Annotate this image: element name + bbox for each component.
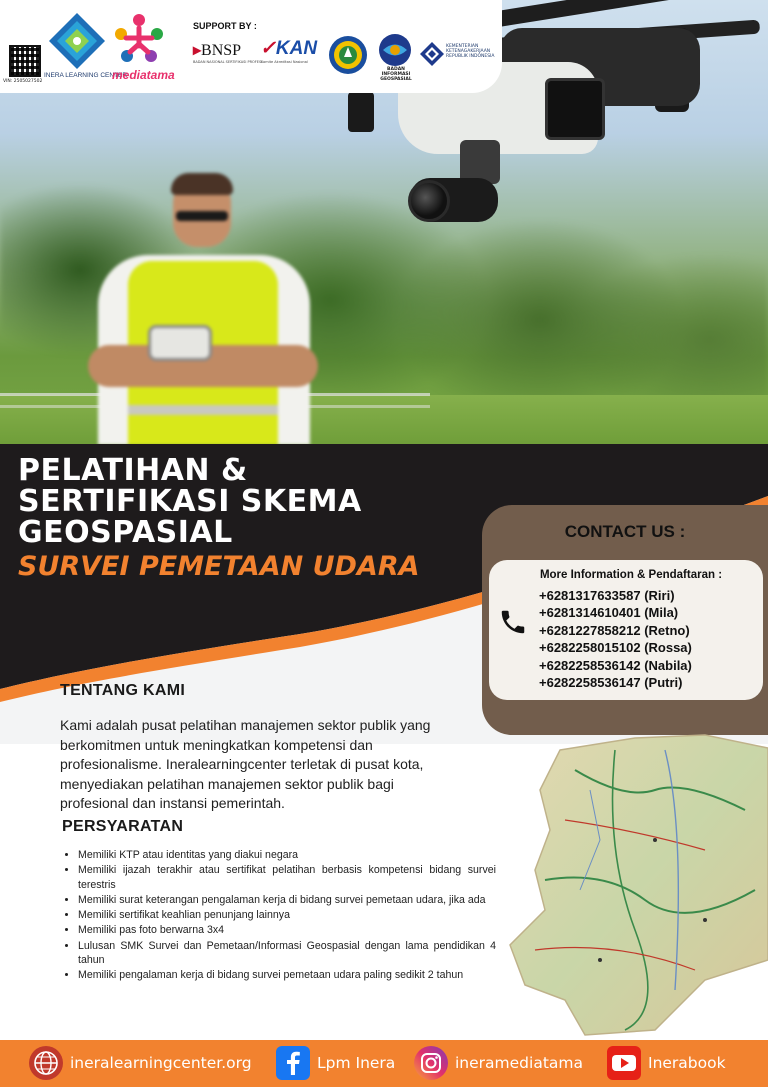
map-image	[505, 730, 768, 1040]
website-label: ineralearningcenter.org	[70, 1054, 252, 1072]
requirement-item: • Memiliki KTP atau identitas yang diakui negara	[78, 848, 496, 862]
bnsp-text: BNSP	[201, 42, 242, 59]
instagram-icon	[413, 1045, 449, 1081]
bnsp-caption: BADAN NASIONAL SERTIFIKASI PROFESI	[193, 60, 263, 64]
phone-number[interactable]: +6282258536147 (Putri)	[539, 675, 683, 691]
phone-number[interactable]: +6281317633587 (Riri)	[539, 588, 675, 603]
drone-operator	[88, 175, 318, 445]
title-line-1: PELATIHAN &	[18, 453, 248, 488]
phone-number[interactable]: +6281227858212 (Retno)	[539, 622, 690, 638]
page-subtitle: SURVEI PEMETAAN UDARA	[18, 551, 420, 582]
requirement-item: • Memiliki pengalaman kerja di bidang survei pemetaan udara paling sedikit 2 tahun	[78, 968, 496, 982]
kemnaker-caption: KEMENTERIAN KETENAGAKERJAAN REPUBLIK INDONESIA	[446, 44, 495, 60]
mediatama-caption: mediatama	[112, 68, 175, 82]
government-emblem	[328, 35, 368, 75]
kan-logo: ✓KAN	[260, 38, 318, 59]
footer-instagram[interactable]	[413, 1044, 583, 1082]
about-text: Kami adalah pusat pelatihan manajemen sektor publik yang berkomitmen untuk meningkatkan kompetensi dan profesionalisme. Ineralearningcenter terletak di pusat kota, menyediakan pelatihan manajemen sektor publik bagi profesional dan instansi pemerintah.	[60, 717, 431, 812]
kemnaker-logo	[420, 42, 444, 66]
footer-youtube[interactable]	[606, 1044, 726, 1082]
inera-logo	[48, 12, 106, 70]
kan-caption: Komite Akreditasi Nasional	[261, 60, 308, 64]
footer-facebook[interactable]	[275, 1044, 395, 1082]
facebook-icon	[275, 1045, 311, 1081]
qr-caption: VIN: 2505027502	[3, 79, 43, 84]
kan-text: KAN	[275, 38, 318, 59]
youtube-label: Inerabook	[648, 1054, 726, 1072]
big-caption: BADAN INFORMASI GEOSPASIAL	[380, 67, 412, 82]
inera-caption: INERA LEARNING CENTER	[44, 72, 128, 79]
instagram-label: ineramediatama	[455, 1054, 583, 1072]
youtube-icon	[606, 1045, 642, 1081]
phone-list	[539, 587, 692, 691]
title-line-2: SERTIFIKASI SKEMA	[18, 484, 362, 519]
about-title: TENTANG KAMI	[60, 682, 186, 699]
globe-icon	[28, 1045, 64, 1081]
page-title	[18, 455, 478, 548]
requirement-item: • Memiliki pas foto berwarna 3x4	[78, 923, 496, 937]
contact-title: CONTACT US :	[564, 522, 686, 541]
requirement-item: • Lulusan SMK Survei dan Pemetaan/Informasi Geospasial dengan lama pendidikan 4 tahun	[78, 939, 496, 968]
facebook-label: Lpm Inera	[317, 1054, 396, 1072]
bnsp-logo: ▸BNSP	[193, 42, 242, 59]
contact-info-label: More Information & Pendaftaran :	[539, 569, 723, 581]
footer-website[interactable]	[28, 1044, 252, 1082]
big-logo	[378, 33, 412, 67]
phone-number[interactable]: +6282258536142 (Nabila)	[539, 657, 692, 673]
phone-number[interactable]: +6282258015102 (Rossa)	[539, 640, 692, 656]
qr-code	[9, 45, 41, 77]
requirements-title: PERSYARATAN	[62, 818, 184, 835]
phone-number[interactable]: +6281314610401 (Mila)	[539, 605, 679, 621]
mediatama-logo	[112, 12, 166, 68]
requirement-item: • Memiliki ijazah terakhir atau sertifikat pelatihan berbasis kompetensi bidang survei terestris	[78, 863, 496, 892]
support-label: SUPPORT BY :	[193, 21, 257, 31]
phone-icon	[498, 607, 528, 637]
requirement-item: • Memiliki surat keterangan pengalaman kerja di bidang survei pemetaan udara, jika ada	[78, 893, 496, 907]
requirement-item: • Memiliki sertifikat keahlian penunjang lainnya	[78, 908, 496, 922]
remote-controller	[148, 325, 212, 361]
title-line-3: GEOSPASIAL	[18, 515, 233, 550]
requirements-list	[60, 848, 496, 984]
